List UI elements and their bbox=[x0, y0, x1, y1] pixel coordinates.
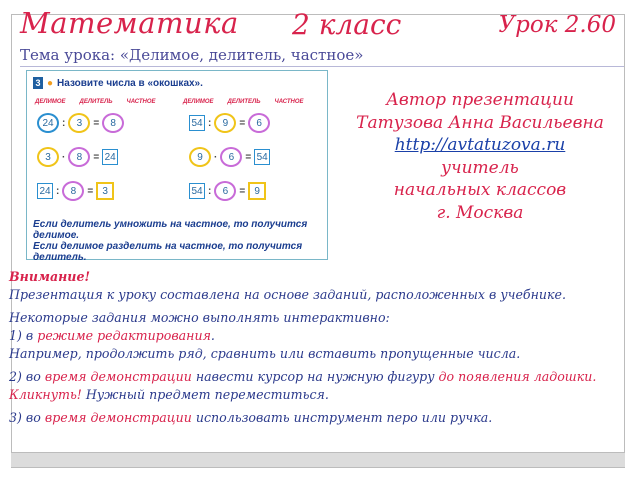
label-dividend: ДЕЛИМОЕ bbox=[183, 99, 214, 105]
highlight-text: Кликнуть! bbox=[9, 387, 82, 402]
column-labels-right bbox=[183, 99, 304, 105]
label-divisor: ДЕЛИТЕЛЬ bbox=[79, 99, 113, 105]
topic-divider bbox=[20, 66, 624, 67]
task-title: Назовите числа в «окошках». bbox=[57, 77, 203, 89]
column-labels-left bbox=[35, 99, 156, 105]
number-oval: 9 bbox=[189, 147, 211, 167]
number-oval: 6 bbox=[214, 181, 236, 201]
note-text: Презентация к уроку составлена на основе заданий, расположенных в учебнике. bbox=[9, 287, 566, 302]
rule-text: Если делимое разделить на частное, то получится делитель. bbox=[33, 241, 303, 263]
author-website-link[interactable]: http://avtatuzova.ru bbox=[394, 135, 566, 155]
number-box: 24 bbox=[102, 149, 118, 165]
number-oval: 8 bbox=[62, 181, 84, 201]
textbook-excerpt-image bbox=[26, 70, 328, 263]
attention-heading: Внимание! bbox=[9, 269, 90, 284]
number-oval: 24 bbox=[37, 113, 59, 133]
note-text: Некоторые задания можно выполнять интерактивно: bbox=[9, 310, 390, 325]
number-oval: 8 bbox=[68, 147, 90, 167]
slide-footer-band bbox=[11, 452, 625, 467]
label-divisor: ДЕЛИТЕЛЬ bbox=[227, 99, 261, 105]
number-oval: 3 bbox=[37, 147, 59, 167]
equation-row: 24 : 3 = 8 bbox=[37, 113, 124, 133]
bullet-icon: ● bbox=[47, 77, 54, 89]
number-oval: 6 bbox=[220, 147, 242, 167]
task-header bbox=[33, 77, 203, 89]
lesson-number: Урок 2.60 bbox=[498, 12, 616, 38]
label-quotient: ЧАСТНОЕ bbox=[274, 99, 304, 105]
task-number-badge: 3 bbox=[33, 77, 43, 89]
highlight-text: время демонстрации bbox=[44, 410, 192, 425]
notes-block: Внимание! Презентация к уроку составлена на основе заданий, расположенных в учебнике. Некоторые задания можно выполнять интерактивно: 1) в режиме редактирования. Например, продолжить ряд, сравнить или вставить пропущенные числа. 2) во время демонстрации навести курсор на нужную фигуру до появления ладошки. Кликнуть! Нужный предмет переместиться. 3) во время демонстрации использовать инструмент перо или ручка. bbox=[9, 269, 597, 425]
equation-row: 24 : 8 = 3 bbox=[37, 181, 114, 201]
equation-row: 54 : 9 = 6 bbox=[189, 113, 270, 133]
number-oval: 6 bbox=[248, 113, 270, 133]
number-box: 54 bbox=[189, 115, 205, 131]
author-name: Татузова Анна Васильевна bbox=[356, 112, 604, 133]
number-box: 54 bbox=[189, 183, 205, 199]
author-caption: Автор презентации bbox=[386, 90, 574, 110]
equation-row: 9 · 6 = 54 bbox=[189, 147, 270, 167]
number-oval: 3 bbox=[68, 113, 90, 133]
highlight-text: до появления ладошки. bbox=[438, 369, 597, 384]
equation-row: 54 : 6 = 9 bbox=[189, 181, 266, 201]
label-dividend: ДЕЛИМОЕ bbox=[35, 99, 66, 105]
number-box: 54 bbox=[254, 149, 270, 165]
equation-row: 3 · 8 = 24 bbox=[37, 147, 118, 167]
highlight-text: время демонстрации bbox=[44, 369, 192, 384]
author-city: г. Москва bbox=[436, 202, 524, 223]
note-text: Например, продолжить ряд, сравнить или вставить пропущенные числа. bbox=[9, 346, 521, 361]
number-oval: 9 bbox=[214, 113, 236, 133]
subject-title: Математика bbox=[20, 6, 239, 40]
number-oval: 8 bbox=[102, 113, 124, 133]
number-box: 24 bbox=[37, 183, 53, 199]
author-role: учитель bbox=[441, 157, 519, 178]
number-box: 9 bbox=[248, 182, 266, 200]
label-quotient: ЧАСТНОЕ bbox=[126, 99, 156, 105]
author-block bbox=[340, 89, 620, 224]
number-box: 3 bbox=[96, 182, 114, 200]
rule-text: Если делитель умножить на частное, то получится делимое. bbox=[33, 219, 308, 241]
grade-title: 2 класс bbox=[292, 8, 402, 41]
author-role-detail: начальных классов bbox=[393, 180, 567, 200]
lesson-topic: Тема урока: «Делимое, делитель, частное» bbox=[20, 46, 364, 64]
highlight-text: режиме редактирования bbox=[37, 328, 211, 343]
